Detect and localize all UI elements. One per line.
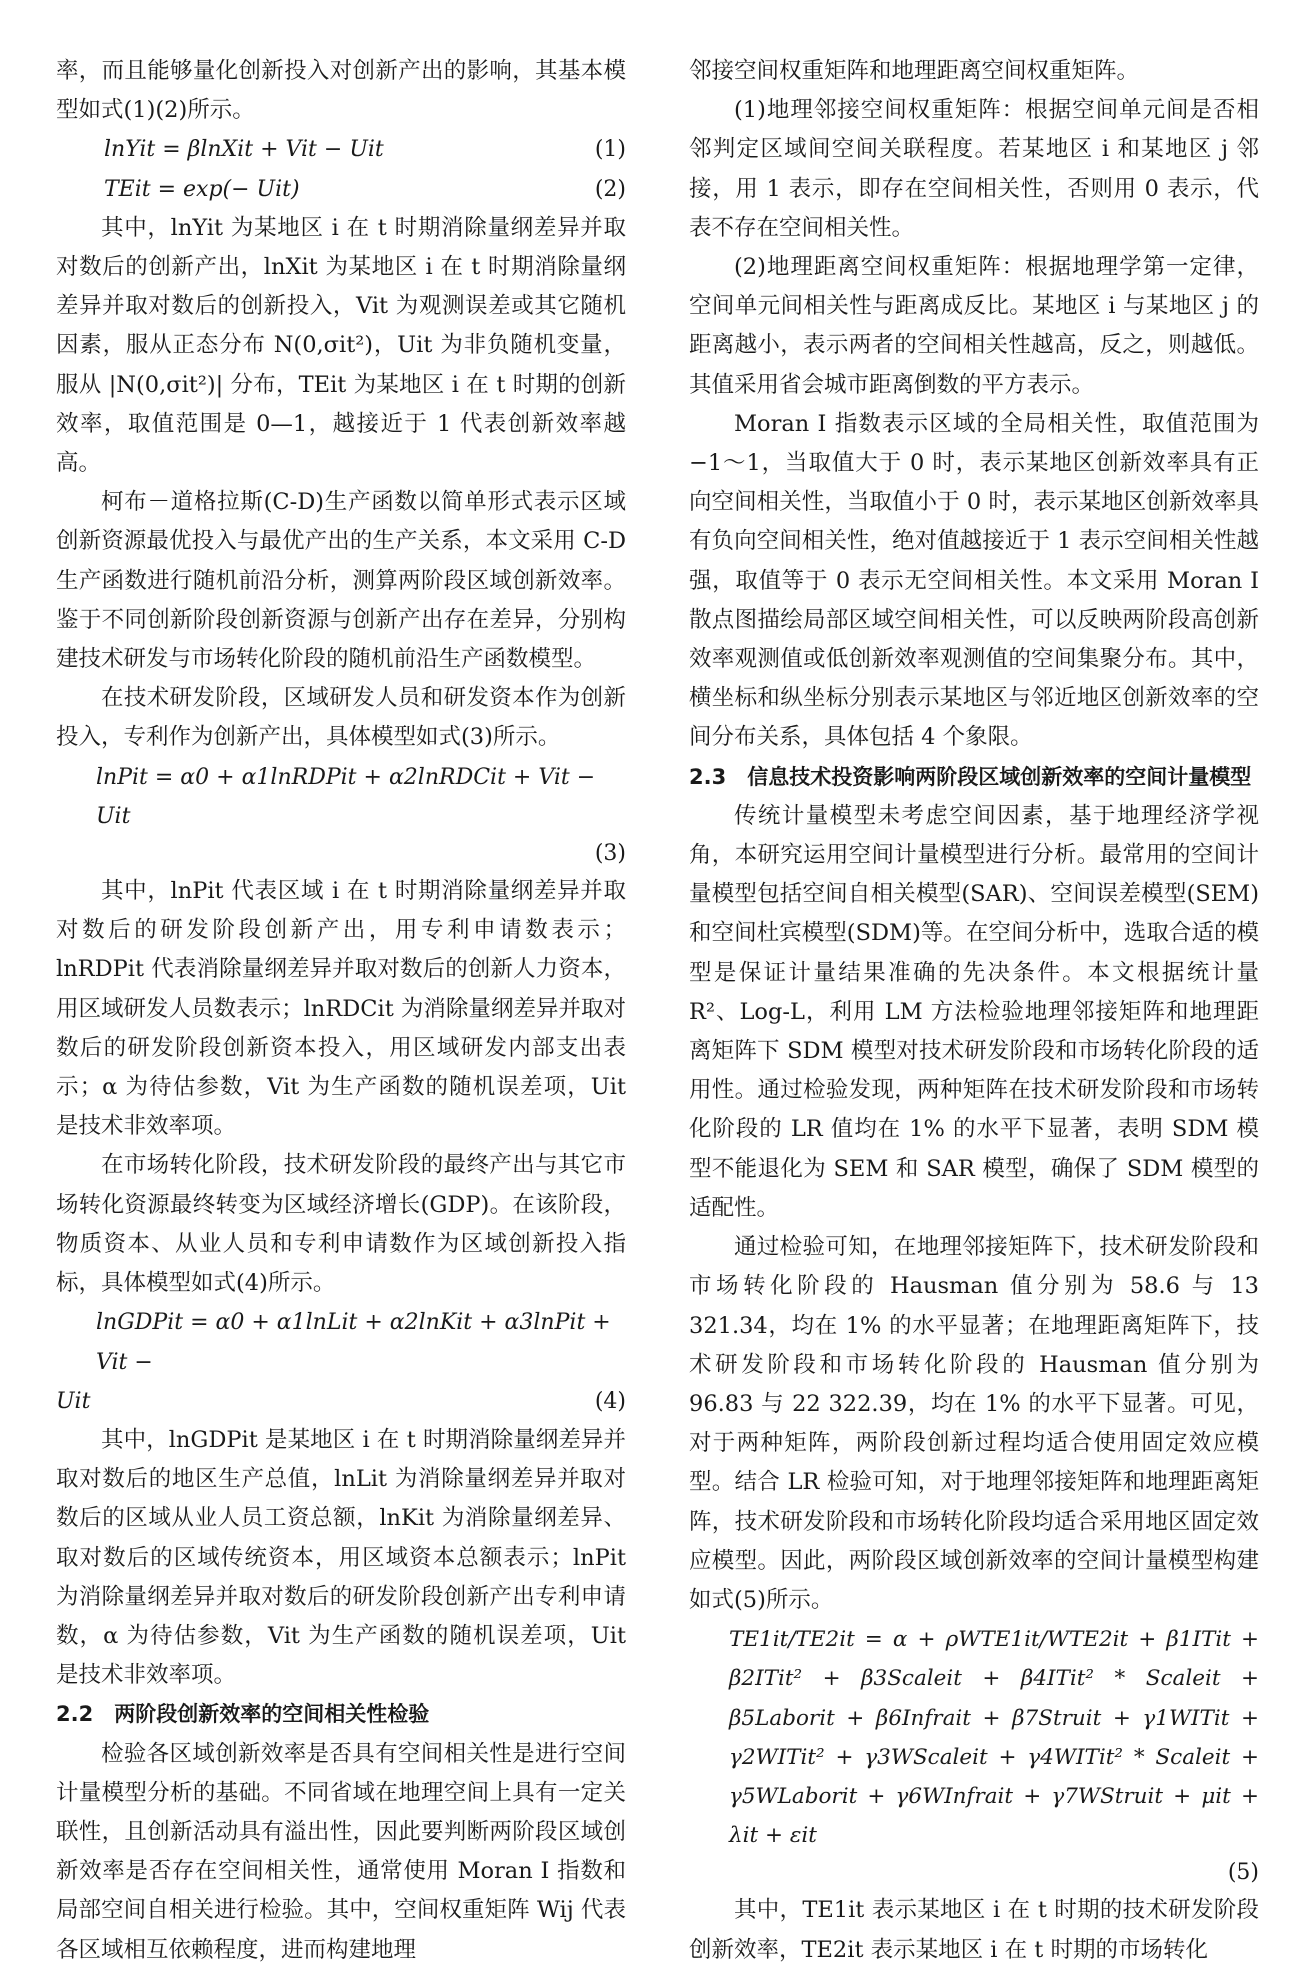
paragraph: (1)地理邻接空间权重矩阵：根据空间单元间是否相邻判定区域间空间关联程度。若某地区 i 和某地区 j 邻接，用 1 表示，即存在空间相关性，否则用 0 表示，代表不存在空间相关性。 — [689, 97, 1259, 241]
equation — [689, 1620, 1259, 1855]
paragraph: 其中，lnGDPit 是某地区 i 在 t 时期消除量纲差异并取对数后的地区生产总值，lnLit 为消除量纲差异并取对数后的区域从业人员工资总额，lnKit 为消除量纲差异、取对数后的区域传统资本，用区域资本总额表示；lnPit 为消除量纲差异并取对数后的研发阶段创新产出专利申请数，α 为待估参数，Vit 为生产函数的随机误差项，Uit 是技术非效率项。 — [56, 1426, 626, 1689]
equation-body: lnPit = α0 + α1lnRDPit + α2lnRDCit + Vit − Uit — [96, 764, 596, 829]
equation-body: Uit — [56, 1388, 91, 1414]
paragraph: 率，而且能够量化创新投入对创新产出的影响，其基本模型如式(1)(2)所示。 — [56, 58, 626, 124]
equation-body: TEit = exp(− Uit) — [104, 176, 300, 202]
paragraph: 通过检验可知，在地理邻接矩阵下，技术研发阶段和市场转化阶段的 Hausman 值分别为 58.6 与 13 321.34，均在 1% 的水平显著；在地理距离矩阵下，技术研发阶段和市场转化阶段的 Hausman 值分别为 96.83 与 22 322.39，均在 1% 的水平下显著。可见，对于两种矩阵，两阶段创新过程均适合使用固定效应模型。结合 LR 检验可知，对于地理邻接矩阵和地理距离矩阵，技术研发阶段和市场转化阶段均适合采用地区固定效应模型。因此，两阶段区域创新效率的空间计量模型构建如式(5)所示。 — [689, 1234, 1259, 1613]
paragraph: 邻接空间权重矩阵和地理距离空间权重矩阵。 — [689, 58, 1140, 84]
paragraph: 柯布－道格拉斯(C-D)生产函数以简单形式表示区域创新资源最优投入与最优产出的生产关系，本文采用 C-D 生产函数进行随机前沿分析，测算两阶段区域创新效率。鉴于不同创新阶段创新资源与创新产出存在差异，分别构建技术研发与市场转化阶段的随机前沿生产函数模型。 — [56, 489, 626, 673]
paragraph: 在技术研发阶段，区域研发人员和研发资本作为创新投入，专利作为创新产出，具体模型如式(3)所示。 — [56, 685, 626, 751]
paragraph: 检验各区域创新效率是否具有空间相关性是进行空间计量模型分析的基础。不同省域在地理空间上具有一定关联性，且创新活动具有溢出性，因此要判断两阶段区域创新效率是否存在空间相关性，通常使用 Moran I 指数和局部空间自相关进行检验。其中，空间权重矩阵 Wij 代表各区域相互依赖程度，进而构建地理 — [56, 1740, 626, 1963]
paragraph: 其中，lnPit 代表区域 i 在 t 时期消除量纲差异并取对数后的研发阶段创新产出，用专利申请数表示；lnRDPit 代表消除量纲差异并取对数后的创新人力资本，用区域研发人员数表示；lnRDCit 为消除量纲差异并取对数后的研发阶段创新资本投入，用区域研发内部支出表示；α 为待估参数，Vit 为生产函数的随机误差项，Uit 是技术非效率项。 — [56, 878, 626, 1140]
equation-number: (4) — [594, 1388, 626, 1414]
section-heading: 2.2 两阶段创新效率的空间相关性检验 — [56, 1702, 430, 1727]
paragraph: 传统计量模型未考虑空间因素，基于地理经济学视角，本研究运用空间计量模型进行分析。最常用的空间计量模型包括空间自相关模型(SAR)、空间误差模型(SEM)和空间杜宾模型(SDM)等。在空间分析中，选取合适的模型是保证计量结果准确的先决条件。本文根据统计量 R²、Log-L，利用 LM 方法检验地理邻接矩阵和地理距离矩阵下 SDM 模型对技术研发阶段和市场转化阶段的适用性。通过检验发现，两种矩阵在技术研发阶段和市场转化阶段的 LR 值均在 1% 的水平下显著，表明 SDM 模型不能退化为 SEM 和 SAR 模型，确保了 SDM 模型的适配性。 — [689, 802, 1259, 1221]
equation-body: lnGDPit = α0 + α1lnLit + α2lnKit + α3lnPit + Vit − — [96, 1310, 611, 1375]
paragraph: 在市场转化阶段，技术研发阶段的最终产出与其它市场转化资源最终转变为区域经济增长(GDP)。在该阶段，物质资本、从业人员和专利申请数作为区域创新投入指标，具体模型如式(4)所示。 — [56, 1152, 626, 1297]
equation — [56, 1303, 626, 1381]
paragraph: 其中，lnYit 为某地区 i 在 t 时期消除量纲差异并取对数后的创新产出，lnXit 为某地区 i 在 t 时期消除量纲差异并取对数后的创新投入，Vit 为观测误差或其它随机因素，服从正态分布 N(0,σit²)，Uit 为非负随机变量，服从 |N(0,σit²)| 分布，TEit 为某地区 i 在 t 时期的创新效率，取值范围是 0—1，越接近于 1 代表创新效率越高。 — [56, 214, 626, 477]
equation-number: (2) — [594, 176, 626, 202]
equation-number: (5) — [1227, 1860, 1259, 1886]
equation — [56, 758, 626, 836]
equation — [56, 170, 626, 209]
equation-number: (3) — [594, 841, 626, 867]
equation — [56, 130, 626, 169]
section-heading: 2.3 信息技术投资影响两阶段区域创新效率的空间计量模型 — [689, 764, 1252, 789]
paragraph: (2)地理距离空间权重矩阵：根据地理学第一定律，空间单元间相关性与距离成反比。某地区 i 与某地区 j 的距离越小，表示两者的空间相关性越高，反之，则越低。其值采用省会城市距离倒数的平方表示。 — [689, 254, 1259, 398]
right-column — [689, 52, 1259, 1970]
equation-body: lnYit = βlnXit + Vit − Uit — [104, 137, 384, 163]
paragraph: Moran I 指数表示区域的全局相关性，取值范围为 −1～1，当取值大于 0 时，表示某地区创新效率具有正向空间相关性，当取值小于 0 时，表示某地区创新效率具有负向空间相关性，绝对值越接近于 1 表示空间相关性越强，取值等于 0 表示无空间相关性。本文采用 Moran I 散点图描绘局部区域空间相关性，可以反映两阶段高创新效率观测值或低创新效率观测值的空间集聚分布。其中，横坐标和纵坐标分别表示某地区与邻近地区创新效率的空间分布关系，具体包括 4 个象限。 — [689, 410, 1259, 751]
equation — [56, 1382, 626, 1421]
paragraph: 其中，TE1it 表示某地区 i 在 t 时期的技术研发阶段创新效率，TE2it 表示某地区 i 在 t 时期的市场转化 — [689, 1897, 1259, 1963]
equation-body: TE1it/TE2it = α + ρWTE1it/WTE2it + β1ITit + β2ITit² + β3Scaleit + β4ITit² * Scaleit + β5Laborit + β6Infrait + β7Struit + γ1WITit + γ2WITit² + γ3WScaleit + γ4WITit² * Scaleit + γ5WLaborit + γ6WInfrait + γ7WStruit + μit + λit + εit — [729, 1627, 1259, 1849]
left-column — [56, 52, 626, 1970]
equation-number: (1) — [594, 137, 626, 163]
